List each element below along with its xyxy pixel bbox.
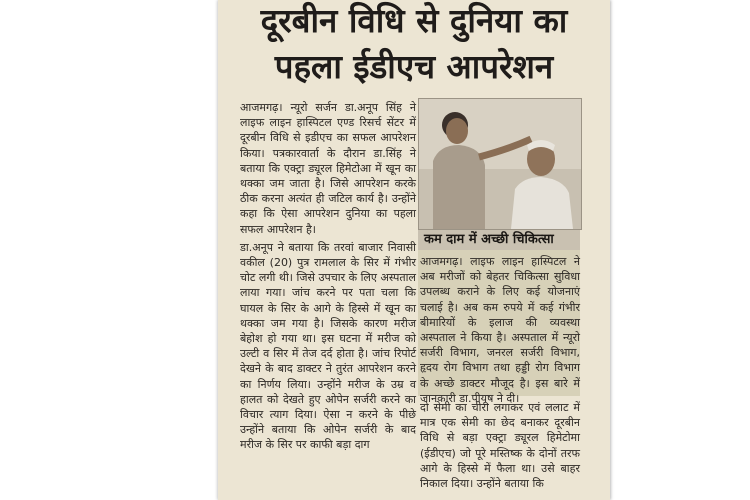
newspaper-clipping (218, 0, 610, 500)
right-lower-column: दो सेमी का चीरा लगाकर एवं ललाट में मात्र एक सेमी का छेद बनाकर दूरबीन विधि से बड़ा एक्ट्रा ड्यूरल हिमेटोमा (ईडीएच) जो पूरे मस्तिष्क के दोनों तरफ आगे के हिस्से में फैला था। उसे बाहर निकाल दिया। उन्होंने बताया कि (420, 401, 580, 491)
news-photo (418, 98, 582, 230)
headline-line-2: पहला ईडीएच आपरेशन (274, 47, 554, 86)
headline-line-1: दूरबीन विधि से दुनिया का (260, 1, 568, 40)
sidebar-title: कम दाम में अच्छी चिकित्सा (418, 230, 580, 250)
sidebar-text: आजमगढ़। लाइफ लाइन हास्पिटल ने अब मरीजों को बेहतर चिकित्सा सुविधा उपलब्ध कराने के लिए कई योजनाएं चलाई है। अब कम रुपये में कई गंभीर बीमारियों के इलाज की व्यवस्था अस्पताल ने किया है। अस्पताल में न्यूरो सर्जरी विभाग, जनरल सर्जरी विभाग, हृदय रोग विभाग तथा हड्डी रोग विभाग के अच्छे डाक्टर मौजूद है। इस बारे में जानकारी डा.पीयूष ने दी। (420, 255, 580, 405)
photo-of-doctor-and-patient-icon (419, 99, 581, 229)
left-paragraph-2: डा.अनूप ने बताया कि तरवां बाजार निवासी वकील (20) पुत्र रामलाल के सिर में गंभीर चोट लगी थी। जिसे उपचार के लिए अस्पताल लाया गया। जांच करने पर पता चला कि घायल के सिर के आगे के हिस्से में खून का थक्का जम गया है। जिसके कारण मरीज बेहोश हो गया था। इस घटना में मरीज को उल्टी व सिर में तेज दर्द होता है। जांच रिपोर्ट देखने के बाद डाक्टर ने तुरंत आपरेशन करने का निर्णय लिया। उन्होंने मरीज के उम्र व हालत को देखते हुए ओपेन सर्जरी करने का विचार त्याग दिया। ऐसा न करने के पीछे उन्होंने बताया कि ओपेन सर्जरी के बाद मरीज के सिर पर काफी बड़ा दाग (240, 240, 416, 452)
left-paragraph-1: आजमगढ़। न्यूरो सर्जन डा.अनूप सिंह ने लाइफ लाइन हास्पिटल एण्ड रिसर्च सेंटर में दूरबीन विधि से इडीएच का सफल आपरेशन किया। पत्रकारवार्ता के दौरान डा.सिंह ने बताया कि एक्ट्रा ड्यूरल हिमेटोआ में खून का थक्का जम जाता है। जिसे आपरेशन करके ठीक करना अत्यंत ही जटिल कार्य है। उन्होंने कहा कि ऐसा आपरेशन दुनिया का पहला सफल आपरेशन है। (240, 101, 416, 236)
left-column (240, 100, 416, 456)
